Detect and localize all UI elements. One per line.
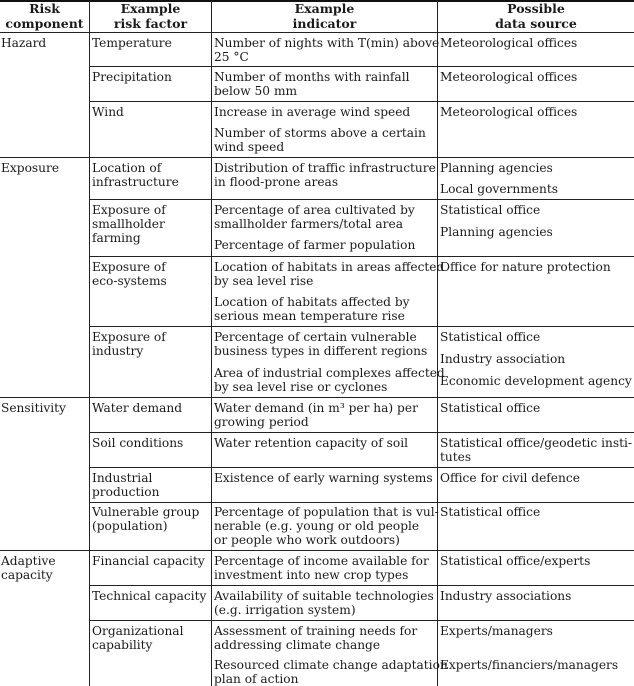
group-adaptive-capacity: Adaptive capacity (1, 554, 56, 582)
indicator-vulnerable-population: Percentage of population that is vul- nerable (e.g. young or old people or people who work outdoors) (214, 505, 439, 547)
factor-precipitation: Precipitation (92, 70, 172, 84)
row-rule (89, 256, 634, 257)
indicator-farmer-population: Percentage of farmer population (214, 238, 416, 252)
column-rule (437, 0, 438, 686)
group-exposure: Exposure (1, 161, 60, 175)
factor-wind: Wind (92, 105, 124, 119)
column-rule (89, 0, 90, 686)
factor-technical-capacity: Technical capacity (92, 589, 207, 603)
group-rule (0, 550, 634, 551)
indicator-training-needs: Assessment of training needs for addressing climate change (214, 624, 418, 652)
source-meteorological-offices: Meteorological offices (440, 36, 578, 50)
source-planning-agencies: Planning agencies (440, 225, 553, 239)
row-rule (89, 326, 634, 327)
header-risk-component: Risk component (5, 1, 84, 31)
header-example-indicator: Example indicator (292, 1, 357, 31)
source-economic-development: Economic development agency (440, 374, 632, 388)
indicator-early-warning: Existence of early warning systems (214, 471, 433, 485)
header-rule (0, 32, 634, 33)
source-statistical-office: Statistical office (440, 203, 541, 217)
factor-temperature: Temperature (92, 36, 172, 50)
row-rule (89, 502, 634, 503)
indicator-business-types: Percentage of certain vulnerable business types in different regions (214, 330, 428, 358)
indicator-rainfall-months: Number of months with rainfall below 50 mm (214, 70, 410, 98)
group-rule (0, 157, 634, 158)
source-civil-defence: Office for civil defence (440, 471, 580, 485)
indicator-suitable-technologies: Availability of suitable technologies (e.g. irrigation system) (214, 589, 434, 617)
source-statistical-office: Statistical office (440, 330, 541, 344)
indicator-water-retention: Water retention capacity of soil (214, 436, 409, 450)
row-rule (89, 620, 634, 621)
source-statistical-office: Statistical office (440, 401, 541, 415)
indicator-t-min-nights: Number of nights with T(min) above 25 °C (214, 36, 440, 64)
indicator-habitats-sea-level: Location of habitats in areas affected by sea level rise (214, 260, 445, 288)
row-rule (89, 432, 634, 433)
indicator-industrial-complexes: Area of industrial complexes affected by sea level rise or cyclones (214, 366, 445, 394)
factor-exposure-eco-systems: Exposure of eco-systems (92, 260, 167, 288)
group-sensitivity: Sensitivity (1, 401, 66, 415)
factor-water-demand: Water demand (92, 401, 183, 415)
row-rule (89, 101, 634, 102)
row-rule (89, 585, 634, 586)
indicator-income-investment: Percentage of income available for investment into new crop types (214, 554, 429, 582)
factor-exposure-smallholder: Exposure of smallholder farming (92, 203, 166, 245)
header-possible-data-source: Possible data source (495, 1, 577, 31)
factor-exposure-industry: Exposure of industry (92, 330, 166, 358)
source-meteorological-offices: Meteorological offices (440, 70, 578, 84)
source-statistical-experts: Statistical office/experts (440, 554, 591, 568)
source-industry-association: Industry association (440, 352, 566, 366)
indicator-water-demand: Water demand (in m³ per ha) per growing period (214, 401, 418, 429)
factor-soil-conditions: Soil conditions (92, 436, 184, 450)
column-rule (211, 0, 212, 686)
source-planning-agencies: Planning agencies (440, 161, 553, 175)
indicator-traffic-infrastructure: Distribution of traffic infrastructure in flood-prone areas (214, 161, 436, 189)
indicator-area-cultivated: Percentage of area cultivated by smallholder farmers/total area (214, 203, 415, 231)
row-rule (89, 66, 634, 67)
factor-location-infrastructure: Location of infrastructure (92, 161, 179, 189)
row-rule (89, 467, 634, 468)
source-experts-financiers-managers: Experts/financiers/managers (440, 658, 619, 672)
source-geodetic-institutes: Statistical office/geodetic insti- tutes (440, 436, 633, 464)
indicator-adaptation-plan: Resourced climate change adaptation plan of action (214, 658, 448, 686)
factor-organizational-capability: Organizational capability (92, 624, 184, 652)
row-rule (89, 199, 634, 200)
factor-vulnerable-group: Vulnerable group (population) (92, 505, 200, 533)
source-local-governments: Local governments (440, 182, 558, 196)
factor-industrial-production: Industrial production (92, 471, 160, 499)
indicator-wind-speed: Increase in average wind speed (214, 105, 411, 119)
source-industry-associations: Industry associations (440, 589, 572, 603)
group-hazard: Hazard (1, 36, 47, 50)
indicator-storms: Number of storms above a certain wind speed (214, 126, 426, 154)
header-example-risk-factor: Example risk factor (113, 1, 188, 31)
indicator-habitats-temperature: Location of habitats affected by serious mean temperature rise (214, 295, 410, 323)
factor-financial-capacity: Financial capacity (92, 554, 205, 568)
source-nature-protection: Office for nature protection (440, 260, 611, 274)
source-meteorological-offices: Meteorological offices (440, 105, 578, 119)
group-rule (0, 397, 634, 398)
source-experts-managers: Experts/managers (440, 624, 553, 638)
source-statistical-office: Statistical office (440, 505, 541, 519)
